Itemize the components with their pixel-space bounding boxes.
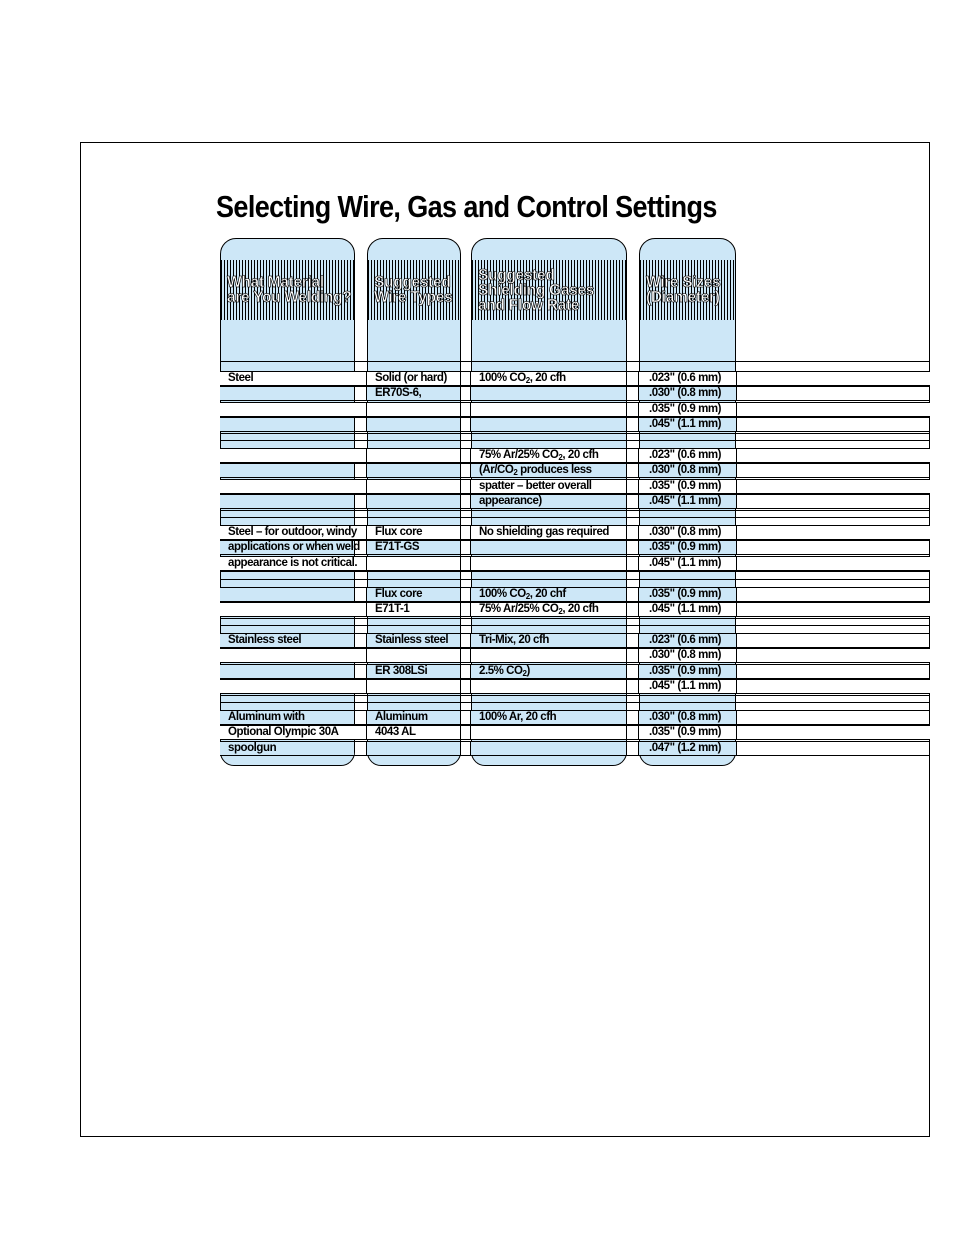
divider-line: [220, 618, 930, 619]
cell-material: applications or when weld: [228, 541, 360, 553]
column-divider: [460, 711, 461, 724]
divider-line: [220, 625, 930, 626]
cell-material: [220, 588, 354, 601]
table-row: [220, 540, 930, 555]
table-row: [220, 371, 930, 386]
divider-line: [220, 702, 930, 703]
column-divider: [460, 680, 461, 693]
cell-material: spoolgun: [228, 742, 277, 754]
column-divider: [626, 495, 627, 508]
cell-wire-type: Solid (or hard): [375, 372, 447, 384]
table-row: [220, 741, 930, 756]
cell-shielding-gas: 2.5% $CO_2$): [479, 665, 530, 678]
divider-line: [220, 510, 930, 511]
table-row: [220, 525, 930, 540]
column-divider: [736, 387, 737, 400]
cell-wire-size: .045" (1.1 mm): [649, 680, 722, 692]
cell-wire-type: E71T-1: [375, 603, 410, 615]
cell-wire-type: Stainless steel: [375, 634, 449, 646]
header-shielding-gases-label: Suggested Shielding Gases and Flow Rate: [478, 266, 595, 314]
column-divider: [626, 464, 627, 477]
divider-line: [220, 433, 930, 434]
column-divider: [736, 634, 737, 647]
table-row: [220, 386, 930, 401]
column-divider: [736, 665, 737, 678]
column-divider: [736, 680, 737, 693]
table-row: [220, 417, 930, 432]
cell-wire-size: .030" (0.8 mm): [649, 387, 722, 399]
cell-wire-type: Flux core: [375, 526, 423, 538]
table-row: [220, 448, 930, 463]
column-divider: [626, 711, 627, 724]
table-row: [220, 494, 930, 509]
cell-shielding-gas: 75% Ar/25% $CO_2$, 20 cfh: [479, 603, 599, 616]
column-divider: [736, 726, 737, 739]
cell-shielding-gas: Tri-Mix, 20 cfh: [479, 634, 549, 646]
cell-wire-size: .023" (0.6 mm): [649, 449, 722, 461]
cell-material: Steel – for outdoor, windy: [228, 526, 357, 538]
divider-line: [220, 361, 930, 362]
column-divider: [626, 403, 627, 416]
cell-shielding-gas: [471, 742, 626, 755]
cell-wire-type: [367, 742, 460, 755]
divider-line: [220, 695, 930, 696]
cell-wire-size: .035" (0.9 mm): [649, 588, 722, 600]
column-divider: [736, 557, 737, 570]
cell-material: [220, 464, 354, 477]
cell-wire-type: [367, 403, 460, 416]
cell-material: [220, 649, 354, 662]
cell-shielding-gas: [471, 403, 626, 416]
cell-wire-size: .030" (0.8 mm): [649, 464, 722, 476]
cell-wire-type: E71T-GS: [375, 541, 420, 553]
column-divider: [626, 634, 627, 647]
cell-material: [220, 665, 354, 678]
cell-shielding-gas: [471, 680, 626, 693]
cell-shielding-gas: 100% Ar, 20 cfh: [479, 711, 557, 723]
cell-wire-size: .030" (0.8 mm): [649, 526, 722, 538]
cell-material: [220, 387, 354, 400]
table-row: [220, 463, 930, 478]
table-row: [220, 556, 930, 571]
cell-material: [220, 403, 354, 416]
cell-wire-size: .023" (0.6 mm): [649, 372, 722, 384]
column-divider: [460, 726, 461, 739]
cell-shielding-gas: [471, 541, 626, 554]
page-title: Selecting Wire, Gas and Control Settings: [216, 190, 717, 224]
cell-wire-size: .035" (0.9 mm): [649, 480, 722, 492]
column-divider: [736, 603, 737, 616]
column-divider: [736, 541, 737, 554]
column-divider: [626, 588, 627, 601]
column-divider: [626, 449, 627, 462]
cell-shielding-gas: [471, 557, 626, 570]
column-divider: [460, 403, 461, 416]
table-row: [220, 648, 930, 663]
divider-line: [220, 440, 930, 441]
column-divider: [626, 680, 627, 693]
column-divider: [626, 726, 627, 739]
header-wire-sizes: [640, 260, 735, 320]
column-divider: [460, 449, 461, 462]
cell-wire-size: .045" (1.1 mm): [649, 495, 722, 507]
column-divider: [736, 588, 737, 601]
column-divider: [460, 526, 461, 539]
table-row: [220, 725, 930, 740]
cell-shielding-gas: 100% $CO_2$, 20 cfh: [479, 372, 566, 385]
column-divider: [736, 449, 737, 462]
header-material: [221, 260, 354, 320]
cell-wire-size: .035" (0.9 mm): [649, 726, 722, 738]
cell-material: [220, 680, 354, 693]
cell-material: [220, 418, 354, 431]
column-divider: [460, 588, 461, 601]
column-divider: [626, 665, 627, 678]
cell-wire-type: ER 308LSi: [375, 665, 428, 677]
column-divider: [460, 665, 461, 678]
table-row: [220, 479, 930, 494]
column-divider: [460, 495, 461, 508]
column-divider: [736, 464, 737, 477]
divider-line: [220, 579, 930, 580]
cell-material: Aluminum with: [228, 711, 305, 723]
cell-shielding-gas: ($Ar/CO_2$ produces less: [479, 464, 592, 477]
column-divider: [460, 742, 461, 755]
cell-wire-type: [367, 680, 460, 693]
column-divider: [736, 495, 737, 508]
cell-material: [220, 480, 354, 493]
cell-wire-type: Flux core: [375, 588, 423, 600]
cell-wire-type: [367, 418, 460, 431]
table-row: [220, 602, 930, 617]
cell-wire-size: .035" (0.9 mm): [649, 403, 722, 415]
table-row: [220, 679, 930, 694]
column-divider: [460, 387, 461, 400]
cell-wire-size: .030" (0.8 mm): [649, 711, 722, 723]
cell-wire-type: [367, 495, 460, 508]
header-shielding-gases: [472, 260, 626, 320]
table-row: [220, 633, 930, 648]
column-divider: [460, 603, 461, 616]
column-divider: [460, 418, 461, 431]
column-divider: [736, 649, 737, 662]
cell-shielding-gas: spatter – better overall: [479, 480, 592, 492]
cell-material: appearance is not critical.: [228, 557, 358, 569]
cell-wire-type: [367, 464, 460, 477]
divider-line: [220, 571, 930, 572]
column-divider: [460, 557, 461, 570]
column-divider: [736, 742, 737, 755]
cell-wire-type: [367, 557, 460, 570]
cell-wire-type: [367, 480, 460, 493]
column-divider: [626, 480, 627, 493]
cell-wire-size: .045" (1.1 mm): [649, 557, 722, 569]
cell-wire-size: .035" (0.9 mm): [649, 665, 722, 677]
cell-shielding-gas: [471, 726, 626, 739]
cell-wire-size: .047" (1.2 mm): [649, 742, 722, 754]
cell-wire-type: [367, 449, 460, 462]
column-divider: [626, 541, 627, 554]
table-row: [220, 664, 930, 679]
cell-wire-size: .045" (1.1 mm): [649, 603, 722, 615]
column-divider: [626, 418, 627, 431]
column-divider: [460, 464, 461, 477]
cell-wire-type: Aluminum: [375, 711, 428, 723]
cell-wire-size: .023" (0.6 mm): [649, 634, 722, 646]
cell-shielding-gas: [471, 418, 626, 431]
cell-material: Optional Olympic 30A: [228, 726, 339, 738]
column-divider: [626, 526, 627, 539]
column-divider: [626, 742, 627, 755]
cell-wire-type: ER70S-6,: [375, 387, 422, 399]
column-divider: [460, 480, 461, 493]
header-wire-types: [368, 260, 460, 320]
cell-wire-type: 4043 AL: [375, 726, 416, 738]
table-row: [220, 710, 930, 725]
header-wire-sizes-label: Wire Sizes (Diameter): [646, 274, 721, 306]
cell-shielding-gas: 100% $CO_2$, 20 chf: [479, 588, 566, 601]
column-divider: [626, 557, 627, 570]
cell-material: [220, 449, 354, 462]
column-divider: [736, 372, 737, 385]
column-divider: [626, 649, 627, 662]
column-divider: [736, 403, 737, 416]
table-row: [220, 587, 930, 602]
column-divider: [736, 526, 737, 539]
cell-wire-type: [367, 649, 460, 662]
cell-shielding-gas: 75% Ar/25% $CO_2$, 20 cfh: [479, 449, 599, 462]
cell-wire-size: .045" (1.1 mm): [649, 418, 722, 430]
cell-material: [220, 495, 354, 508]
cell-shielding-gas: appearance): [479, 495, 542, 507]
column-divider: [460, 372, 461, 385]
column-divider: [736, 418, 737, 431]
cell-shielding-gas: [471, 649, 626, 662]
column-divider: [626, 603, 627, 616]
cell-wire-size: .035" (0.9 mm): [649, 541, 722, 553]
column-divider: [736, 711, 737, 724]
cell-material: Steel: [228, 372, 254, 384]
column-divider: [736, 480, 737, 493]
table-row: [220, 402, 930, 417]
cell-material: [220, 603, 354, 616]
column-divider: [626, 372, 627, 385]
divider-line: [220, 517, 930, 518]
cell-shielding-gas: No shielding gas required: [479, 526, 609, 538]
column-divider: [626, 387, 627, 400]
header-wire-types-label: Suggested Wire Types: [374, 274, 453, 306]
column-divider: [460, 649, 461, 662]
cell-wire-size: .030" (0.8 mm): [649, 649, 722, 661]
cell-shielding-gas: [471, 387, 626, 400]
column-divider: [460, 541, 461, 554]
cell-material: Stainless steel: [228, 634, 302, 646]
column-divider: [460, 634, 461, 647]
header-material-label: What Material are You Welding?: [227, 274, 352, 306]
